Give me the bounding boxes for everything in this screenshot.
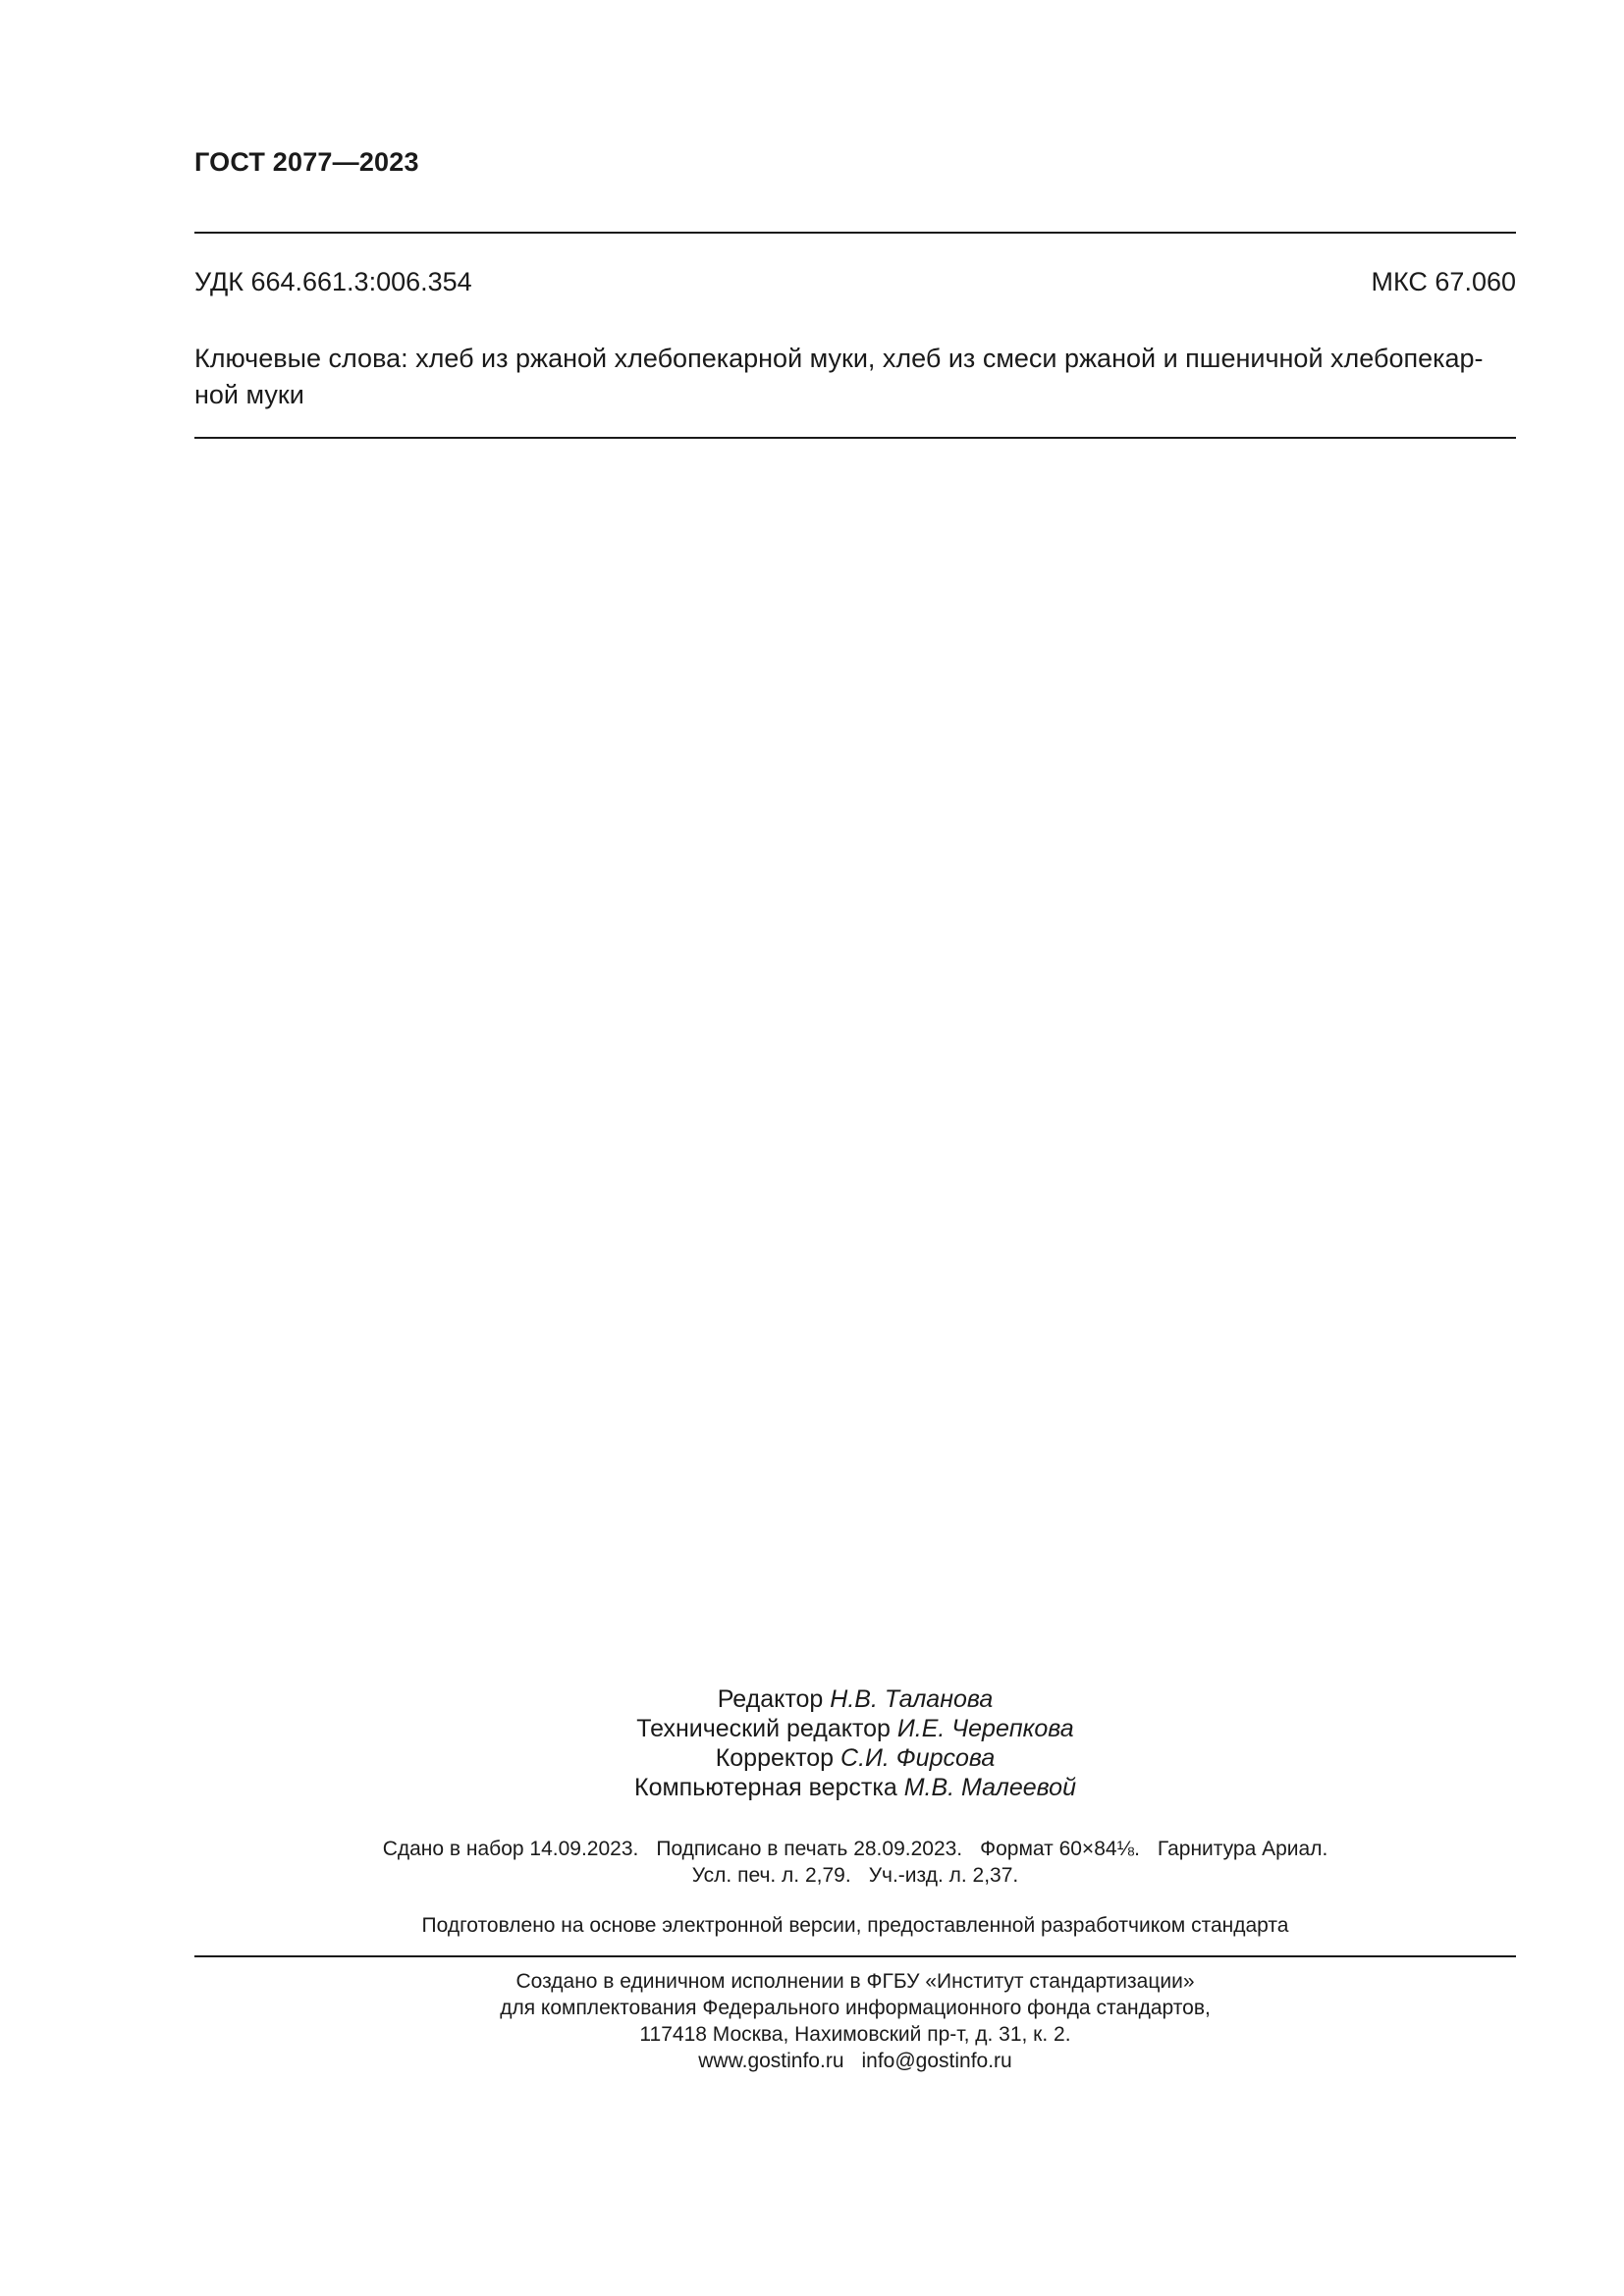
publisher-line-1: Создано в единичном исполнении в ФГБУ «Институт стандартизации»	[515, 1970, 1195, 1993]
print-info-line-2	[194, 1862, 1516, 1889]
mks-code: МКС 67.060	[1371, 267, 1516, 296]
website-link[interactable]: www.gostinfo.ru	[698, 2050, 844, 2072]
publisher-line-2: для комплектования Федерального информационного фонда стандартов,	[500, 1997, 1211, 2019]
credit-role: Компьютерная верстка	[634, 1774, 897, 1801]
publisher-sheets: Уч.-изд. л. 2,37.	[868, 1864, 1019, 1887]
classification-codes	[194, 267, 1516, 297]
credit-editor	[194, 1684, 1516, 1714]
paper-format: Формат 60×84⅛.	[980, 1838, 1140, 1860]
credit-layout	[194, 1773, 1516, 1802]
top-divider	[194, 232, 1516, 234]
udk-code: УДК 664.661.3:006.354	[194, 267, 472, 296]
keywords-block	[194, 341, 1516, 413]
publisher-contacts	[194, 2048, 1516, 2074]
publisher-divider	[194, 1955, 1516, 1957]
keywords-line-1: Ключевые слова: хлеб из ржаной хлебопекарной муки, хлеб из смеси ржаной и пшеничной хлебопекар-	[194, 344, 1484, 373]
credit-person: Н.В. Таланова	[830, 1685, 994, 1713]
keywords-line-2: ной муки	[194, 380, 304, 409]
publisher-address: 117418 Москва, Нахимовский пр-т, д. 31, к. 2.	[639, 2023, 1071, 2046]
print-information	[194, 1836, 1516, 1889]
credit-role: Корректор	[715, 1744, 835, 1772]
credit-person: И.Е. Черепкова	[896, 1715, 1074, 1742]
credit-role: Технический редактор	[636, 1715, 891, 1742]
prepared-note: Подготовлено на основе электронной версии, предоставленной разработчиком стандарта	[421, 1914, 1289, 1937]
credit-person: М.В. Малеевой	[903, 1774, 1076, 1801]
typeface: Гарнитура Ариал.	[1157, 1838, 1328, 1860]
credit-proofreader	[194, 1743, 1516, 1773]
publisher-info	[194, 1968, 1516, 2074]
printed-sheets: Усл. печ. л. 2,79.	[691, 1864, 851, 1887]
keywords-divider	[194, 437, 1516, 439]
credit-technical-editor	[194, 1714, 1516, 1743]
credit-person: С.И. Фирсова	[840, 1744, 996, 1772]
submitted-date: Сдано в набор 14.09.2023.	[382, 1838, 639, 1860]
document-header-title: ГОСТ 2077—2023	[194, 147, 419, 177]
signed-date: Подписано в печать 28.09.2023.	[656, 1838, 963, 1860]
email-link[interactable]: info@gostinfo.ru	[861, 2050, 1012, 2072]
credit-role: Редактор	[717, 1685, 824, 1713]
print-info-line-1	[194, 1836, 1516, 1862]
editorial-credits	[194, 1684, 1516, 1802]
